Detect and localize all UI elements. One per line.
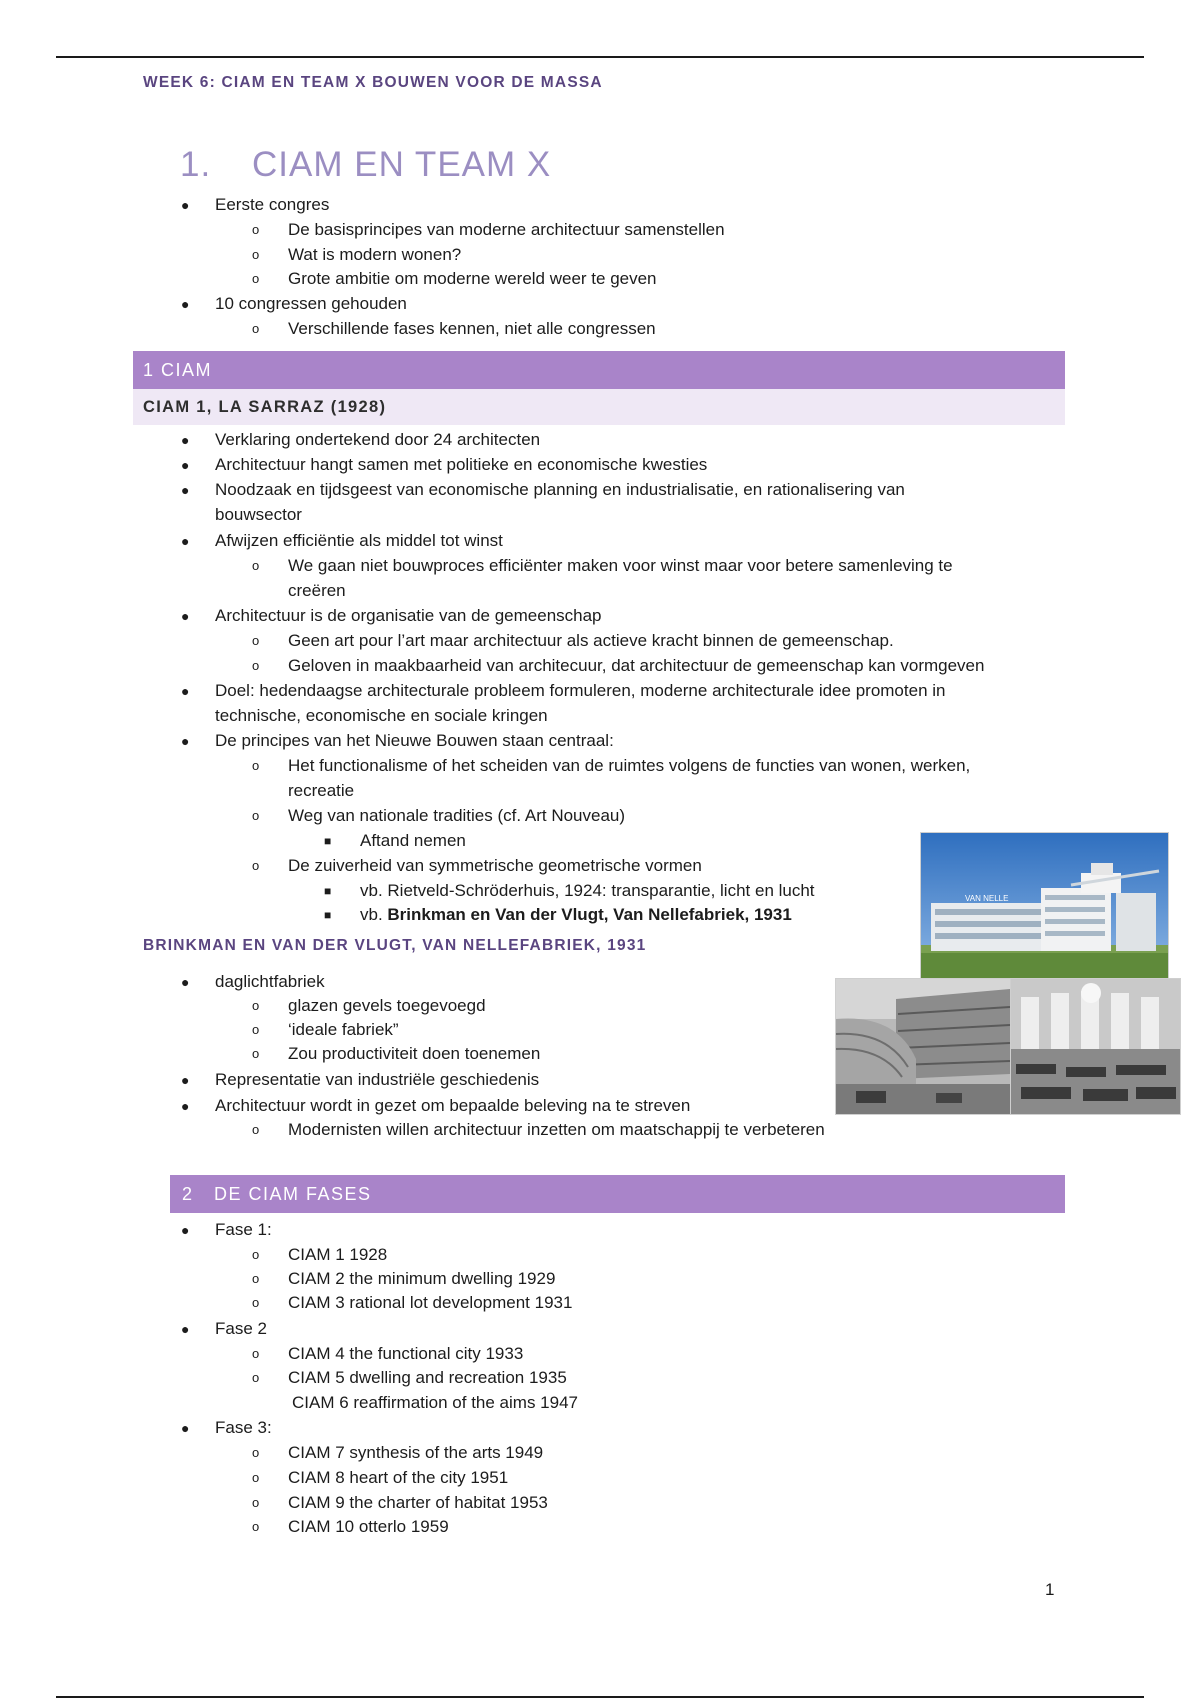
list-item: o CIAM 7 synthesis of the arts 1949 (252, 1443, 544, 1462)
document-header: WEEK 6: CIAM EN TEAM X BOUWEN VOOR DE MASSA (143, 74, 603, 91)
list-item: o Geen art pour l’art maar architectuur als actieve kracht binnen de gemeenschap. (252, 631, 894, 650)
list-item: o CIAM 1 1928 (252, 1245, 388, 1264)
van-nelle-interior-illustration (1011, 979, 1180, 1114)
van-nelle-exterior-photo (920, 832, 1169, 979)
list-item: o Weg van nationale tradities (cf. Art Nouveau) (252, 806, 626, 825)
list-item: ● Doel: hedendaagse architecturale probleem formuleren, moderne architecturale idee promoten in (181, 681, 946, 700)
title-number: 1. (180, 145, 212, 184)
list-item: ● Eerste congres (181, 195, 330, 214)
list-item-continuation: creëren (288, 581, 346, 600)
list-item: o We gaan niet bouwproces efficiënter maken voor winst maar voor betere samenleving te (252, 556, 953, 575)
section-number: 2 (182, 1184, 194, 1204)
van-nelle-bw-exterior-photo (835, 978, 1011, 1115)
section-band-ciam-fases (170, 1175, 1065, 1213)
list-item-unmarked: CIAM 6 reaffirmation of the aims 1947 (292, 1393, 578, 1412)
list-item: ● Representatie van industriële geschiedenis (181, 1070, 540, 1089)
list-item: o Het functionalisme of het scheiden van de ruimtes volgens de functies van wonen, werken, (252, 756, 971, 775)
list-item-continuation: bouwsector (215, 505, 302, 524)
title-text: CIAM EN TEAM X (252, 145, 552, 184)
photo-sign-text: VAN NELLE (965, 894, 1009, 903)
list-item: o CIAM 9 the charter of habitat 1953 (252, 1493, 548, 1512)
page-title (180, 145, 551, 185)
top-rule (56, 56, 1144, 58)
van-nelle-exterior-illustration (921, 833, 1168, 978)
page-number: 1 (1045, 1580, 1055, 1599)
list-item: o CIAM 5 dwelling and recreation 1935 (252, 1368, 567, 1387)
list-item: ● Fase 1: (181, 1220, 272, 1239)
list-item: ■ vb. Brinkman en Van der Vlugt, Van Nellefabriek, 1931 (324, 905, 792, 924)
list-item: ● Fase 3: (181, 1418, 272, 1437)
list-item: o glazen gevels toegevoegd (252, 996, 486, 1015)
list-item: ● Fase 2 (181, 1319, 267, 1338)
bottom-rule (56, 1696, 1144, 1698)
list-item: o CIAM 2 the minimum dwelling 1929 (252, 1269, 556, 1288)
list-item: ● Afwijzen efficiëntie als middel tot winst (181, 531, 503, 550)
list-item: o CIAM 8 heart of the city 1951 (252, 1468, 509, 1487)
list-item: ● Architectuur is de organisatie van de gemeenschap (181, 606, 602, 625)
subsection-band-la-sarraz: CIAM 1, LA SARRAZ (1928) (133, 389, 1065, 425)
list-item: o Modernisten willen architectuur inzetten om maatschappij te verbeteren (252, 1120, 825, 1139)
list-item-continuation: technische, economische en sociale kringen (215, 706, 548, 725)
section-band-ciam: 1 CIAM (133, 351, 1065, 389)
list-item: ● Architectuur hangt samen met politieke en economische kwesties (181, 455, 708, 474)
list-item: o CIAM 3 rational lot development 1931 (252, 1293, 573, 1312)
section-title: DE CIAM FASES (214, 1184, 372, 1204)
van-nelle-interior-photo (1010, 978, 1181, 1115)
list-item-continuation: recreatie (288, 781, 355, 800)
list-item: o Geloven in maakbaarheid van architecuur, dat architectuur de gemeenschap kan vormgeven (252, 656, 985, 675)
list-item: o Verschillende fases kennen, niet alle congressen (252, 319, 656, 338)
list-item: ■ vb. Rietveld-Schröderhuis, 1924: transparantie, licht en lucht (324, 881, 815, 900)
list-item: o Zou productiviteit doen toenemen (252, 1044, 541, 1063)
list-item: ■ Aftand nemen (324, 831, 466, 850)
list-item: o Wat is modern wonen? (252, 245, 462, 264)
list-item: ● Architectuur wordt in gezet om bepaalde beleving na te streven (181, 1096, 691, 1115)
list-item: ● daglichtfabriek (181, 972, 325, 991)
van-nelle-bw-exterior-illustration (836, 979, 1010, 1114)
list-item: ● Verklaring ondertekend door 24 architecten (181, 430, 541, 449)
list-item: o De zuiverheid van symmetrische geometrische vormen (252, 856, 702, 875)
bold-reference: Brinkman en Van der Vlugt, Van Nellefabriek, 1931 (387, 905, 792, 924)
list-item: o ‘ideale fabriek” (252, 1020, 399, 1039)
list-item: ● 10 congressen gehouden (181, 294, 407, 313)
subsection-heading-van-nelle: BRINKMAN EN VAN DER VLUGT, VAN NELLEFABRIEK, 1931 (143, 937, 647, 954)
list-item: ● De principes van het Nieuwe Bouwen staan centraal: (181, 731, 614, 750)
list-item: o De basisprincipes van moderne architectuur samenstellen (252, 220, 725, 239)
list-item: o CIAM 4 the functional city 1933 (252, 1344, 524, 1363)
list-item: ● Noodzaak en tijdsgeest van economische planning en industrialisatie, en rationalisering van (181, 480, 905, 499)
list-item: o Grote ambitie om moderne wereld weer te geven (252, 269, 657, 288)
list-item: o CIAM 10 otterlo 1959 (252, 1517, 449, 1536)
